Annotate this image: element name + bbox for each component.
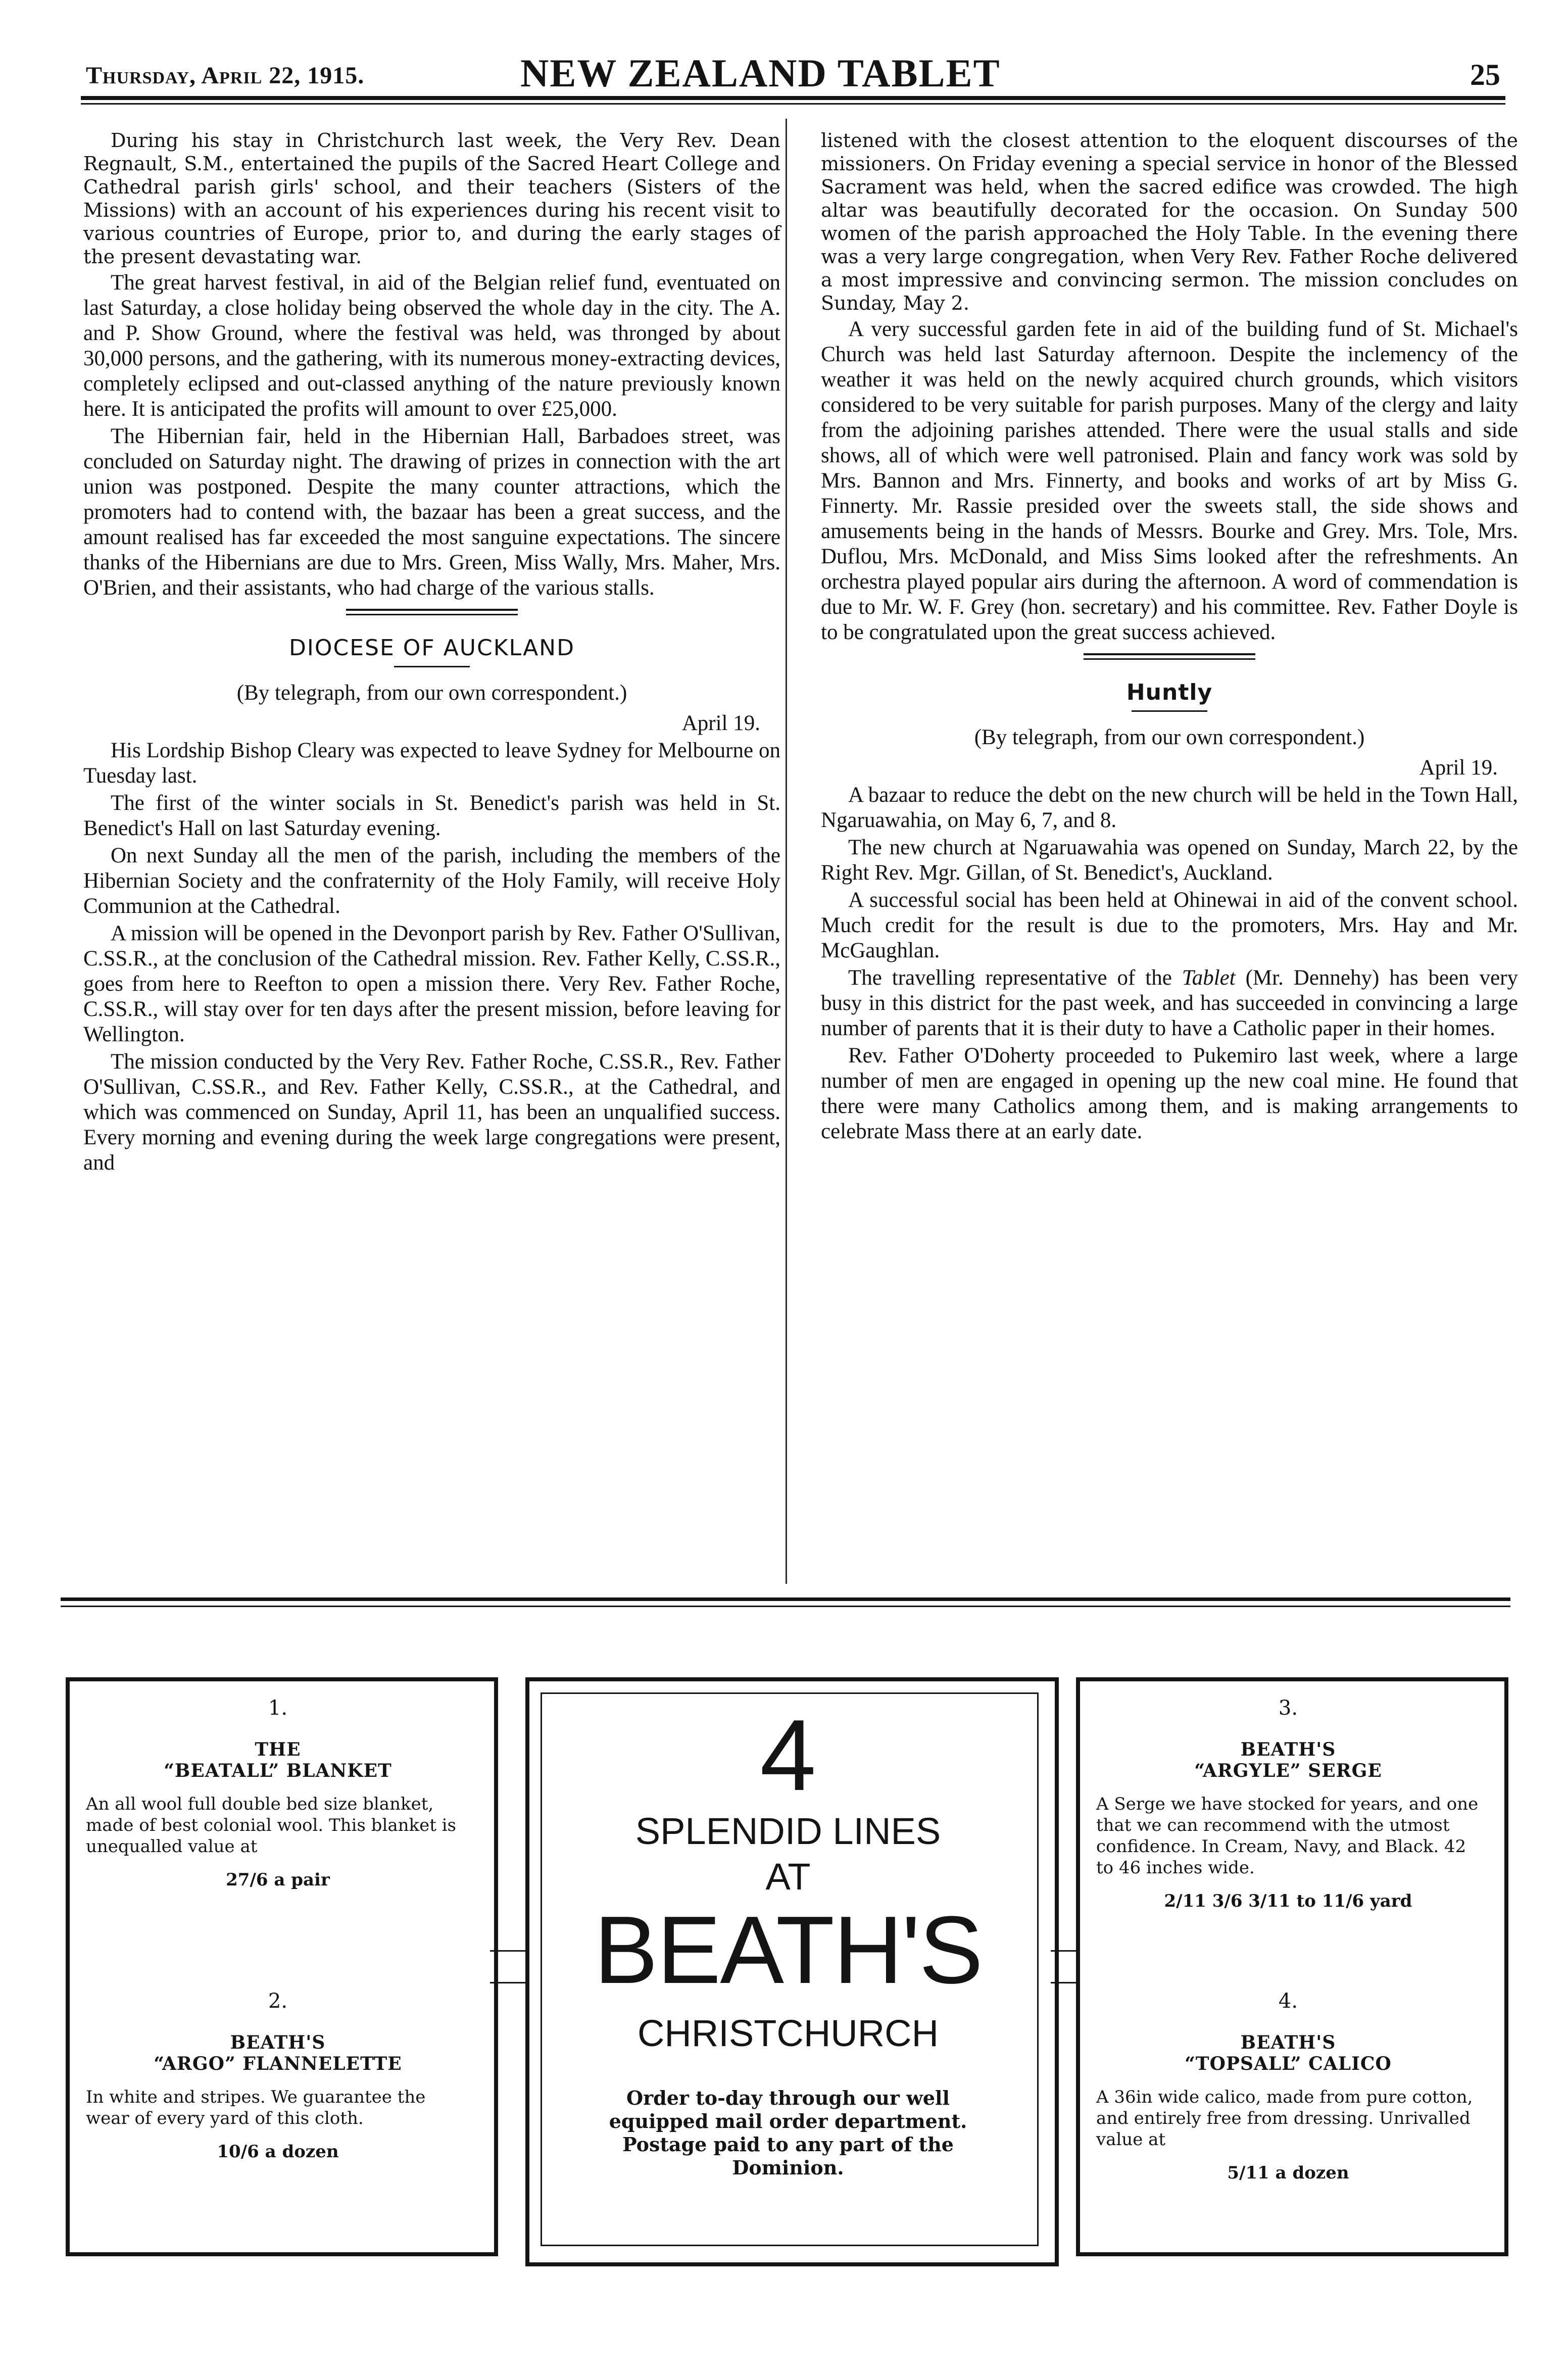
ad-item-3: [1096, 1698, 1480, 1912]
huntly-heading-rule: [1132, 710, 1207, 712]
huntly-new-church-paragraph: The new church at Ngaruawahia was opened on Sunday, March 22, by the Right Rev. Mgr. Gillan, of St. Benedict's, Auckland.: [821, 836, 1518, 885]
ad-item-name-line2: “BEATALL” BLANKET: [164, 1760, 392, 1781]
christchurch-dean-regnault-paragraph: During his stay in Christchurch last week, the Very Rev. Dean Regnault, S.M., entertained the pupils of the Sacred Heart College and Cathedral parish girls' school, and their teachers (Sisters of the Missions) with an account of his experiences during his recent visit to various countries of Europe, prior to, and during the early stages of the present devastating war.: [83, 129, 780, 268]
ad-item-name-line2: “ARGYLE” SERGE: [1194, 1760, 1382, 1781]
auckland-holy-communion-paragraph: On next Sunday all the men of the parish, including the members of the Hibernian Society and the confraternity of the Holy Family, will receive Holy Communion at the Cathedral.: [83, 844, 780, 918]
ad-item-1: [86, 1698, 470, 1891]
ad-item-name-line2: “ARGO” FLANNELETTE: [154, 2053, 402, 2074]
auckland-cathedral-mission-paragraph: The mission conducted by the Very Rev. Father Roche, C.SS.R., Rev. Father O'Sullivan, C.SS.R., and Rev. Father Kelly, C.SS.R., at the Cathedral, and which was commenced on Sunday, April 11, has been an unqualified success. Every morning and evening during the week large congregations were present, and: [83, 1050, 780, 1175]
ad-center-block: [551, 1699, 1025, 2179]
st-michaels-garden-fete-paragraph: A very successful garden fete in aid of the building fund of St. Michael's Church was held last Saturday afternoon. Despite the inclemency of the weather it was held on the newly acquired church grounds, which visitors considered to be very suitable for parish purposes. Many of the clergy and laity from the adjoining parishes attended. There were the usual stalls and side shows, all of which were well patronised. Plain and fancy work was sold by Mrs. Bannon and Mrs. Finnerty, and books and works of art by Miss G. Finnerty. Mr. Rassie presided over the sweets stall, the side shows and amusements being in the hands of Messrs. Bourke and Grey. Mrs. Tole, Mrs. Duflou, Mrs. McDonald, and Miss Sims looked after the refreshments. An orchestra played popular airs during the afternoon. A word of commendation is due to Mr. W. F. Grey (hon. secretary) and his committee. Rev. Father Doyle is to be congratulated upon the great success achieved.: [821, 317, 1518, 644]
huntly-byline: (By telegraph, from our own correspondent.): [974, 725, 1365, 749]
section-divider-rule-thin: [346, 614, 518, 615]
ad-connector-left: [490, 1950, 525, 1983]
section-divider-rule: [1084, 653, 1255, 655]
auckland-dateline: April 19.: [681, 711, 760, 735]
ad-item-name-line1: BEATH'S: [1240, 1739, 1336, 1760]
huntly-dateline: April 19.: [1419, 756, 1498, 780]
masthead-rule-thick: [81, 96, 1505, 100]
section-divider-rule-thin: [1084, 658, 1255, 660]
ad-connector-right: [1051, 1950, 1076, 1983]
ad-item-price: 10/6 a dozen: [217, 2142, 339, 2162]
hibernian-fair-paragraph: The Hibernian fair, held in the Hibernian Hall, Barbadoes street, was concluded on Saturday night. The drawing of prizes in connection with the art union was postponed. Despite the many counter attractions, which the promoters had to contend with, the bazaar has been a great success, and the amount realised has far exceeded the most sanguine expectations. The sincere thanks of the Hibernians are due to Mrs. Green, Miss Wally, Mrs. Maher, Mrs. O'Brien, and their assistants, who had charge of the various stalls.: [83, 424, 780, 600]
huntly-p4-text-a: The travelling representative of the: [848, 966, 1182, 990]
ad-at: AT: [765, 1856, 811, 1898]
huntly-tablet-representative-paragraph: [821, 965, 1518, 1041]
ad-item-2: [86, 1991, 470, 2162]
ad-item-price: 2/11 3/6 3/11 to 11/6 yard: [1164, 1891, 1412, 1911]
auckland-section-heading: DIOCESE OF AUCKLAND: [289, 635, 575, 661]
auckland-bishop-cleary-paragraph: His Lordship Bishop Cleary was expected to leave Sydney for Melbourne on Tuesday last.: [83, 739, 780, 788]
auckland-devonport-mission-paragraph: A mission will be opened in the Devonport parish by Rev. Father O'Sullivan, C.SS.R., at the conclusion of the Cathedral mission. Rev. Father Kelly, C.SS.R., goes from here to Reefton to open a mission there. Very Rev. Father Roche, C.SS.R., will stay over for ten days after the present mission, before leaving for Wellington.: [83, 922, 780, 1046]
ad-item-description: A 36in wide calico, made from pure cotton, and entirely free from dressing. Unrivalled value at: [1096, 2087, 1473, 2150]
ad-item-description: An all wool full double bed size blanket, made of best colonial wool. This blanket is unequalled value at: [86, 1794, 457, 1857]
ad-brand-name: BEATH'S: [594, 1897, 983, 2004]
ad-item-description: In white and stripes. We guarantee the wear of every yard of this cloth.: [86, 2087, 426, 2128]
page-break-rule-thin: [61, 1606, 1510, 1607]
masthead-rule-thin: [81, 103, 1505, 105]
auckland-winter-socials-paragraph: The first of the winter socials in St. Benedict's parish was held in St. Benedict's Hall on last Saturday evening.: [83, 791, 780, 840]
ad-city: CHRISTCHURCH: [637, 2012, 939, 2054]
page-number: 25: [1470, 58, 1500, 91]
ad-item-4: [1096, 1991, 1480, 2184]
ad-splendid-lines: SPLENDID LINES: [635, 1810, 941, 1852]
auckland-byline: (By telegraph, from our own correspondent.): [236, 681, 627, 705]
ad-item-name-line1: BEATH'S: [230, 2032, 326, 2053]
issue-date: Thursday, April 22, 1915.: [86, 62, 365, 89]
ad-item-number: 1.: [268, 1697, 288, 1720]
newspaper-title: NEW ZEALAND TABLET: [520, 51, 1001, 95]
ad-big-number: 4: [760, 1699, 816, 1812]
ad-item-number: 3.: [1278, 1697, 1298, 1720]
auckland-heading-rule: [394, 666, 470, 667]
ad-item-name-line2: “TOPSALL” CALICO: [1185, 2053, 1392, 2074]
right-column: [821, 129, 1518, 1146]
page-break-rule-thick: [61, 1597, 1510, 1601]
ad-order-text: Order to-day through our well equipped mail order department. Postage paid to any part of the Dominion.: [609, 2087, 967, 2179]
ad-item-name-line1: BEATH'S: [1240, 2032, 1336, 2053]
huntly-pukemiro-paragraph: Rev. Father O'Doherty proceeded to Pukemiro last week, where a large number of men are engaged in opening up the new coal mine. He found that there were many Catholics among them, and is making arrangements to celebrate Mass there at an early date.: [821, 1044, 1518, 1143]
left-column: [83, 129, 780, 1178]
section-divider-rule: [346, 609, 518, 611]
column-divider: [786, 119, 787, 1584]
huntly-p4-text-b: (Mr. Dennehy) has been very busy in this district for the past week, and has succeeded in convincing a large number of parents that it is their duty to have a Catholic paper in their homes.: [821, 966, 1518, 1040]
ad-item-number: 4.: [1278, 1990, 1298, 2013]
ad-item-description: A Serge we have stocked for years, and one that we can recommend with the utmost confidence. In Cream, Navy, and Black. 42 to 46 inches wide.: [1096, 1794, 1479, 1878]
masthead: [86, 51, 1500, 96]
tablet-italic-name: Tablet: [1182, 966, 1236, 990]
huntly-bazaar-paragraph: A bazaar to reduce the debt on the new church will be held in the Town Hall, Ngaruawahia, on May 6, 7, and 8.: [821, 783, 1518, 832]
huntly-section-heading: Huntly: [1126, 680, 1213, 705]
harvest-festival-paragraph: The great harvest festival, in aid of the Belgian relief fund, eventuated on last Saturday, a close holiday being observed the whole day in the city. The A. and P. Show Ground, where the festival was held, was thronged by about 30,000 persons, and the gathering, with its numerous money-extracting devices, completely eclipsed and out-classed anything of the nature previously known here. It is anticipated the profits will amount to over £25,000.: [83, 271, 780, 421]
ad-item-number: 2.: [268, 1990, 288, 2013]
ad-item-name-line1: THE: [255, 1739, 301, 1760]
cathedral-mission-continued-paragraph: listened with the closest attention to the eloquent discourses of the missioners. On Friday evening a special service in honor of the Blessed Sacrament was held, when the sacred edifice was crowded. The high altar was beautifully decorated for the occasion. On Sunday 500 women of the parish approached the Holy Table. In the evening there was a very large congregation, when Very Rev. Father Roche delivered a most impressive and convincing sermon. The mission concludes on Sunday, May 2.: [821, 129, 1518, 314]
ad-item-price: 27/6 a pair: [226, 1870, 330, 1890]
ad-item-price: 5/11 a dozen: [1227, 2163, 1349, 2183]
huntly-social-paragraph: A successful social has been held at Ohinewai in aid of the convent school. Much credit for the result is due to the promoters, Mrs. Hay and Mr. McGaughlan.: [821, 888, 1518, 962]
beaths-advertisement: [66, 1677, 1510, 2263]
